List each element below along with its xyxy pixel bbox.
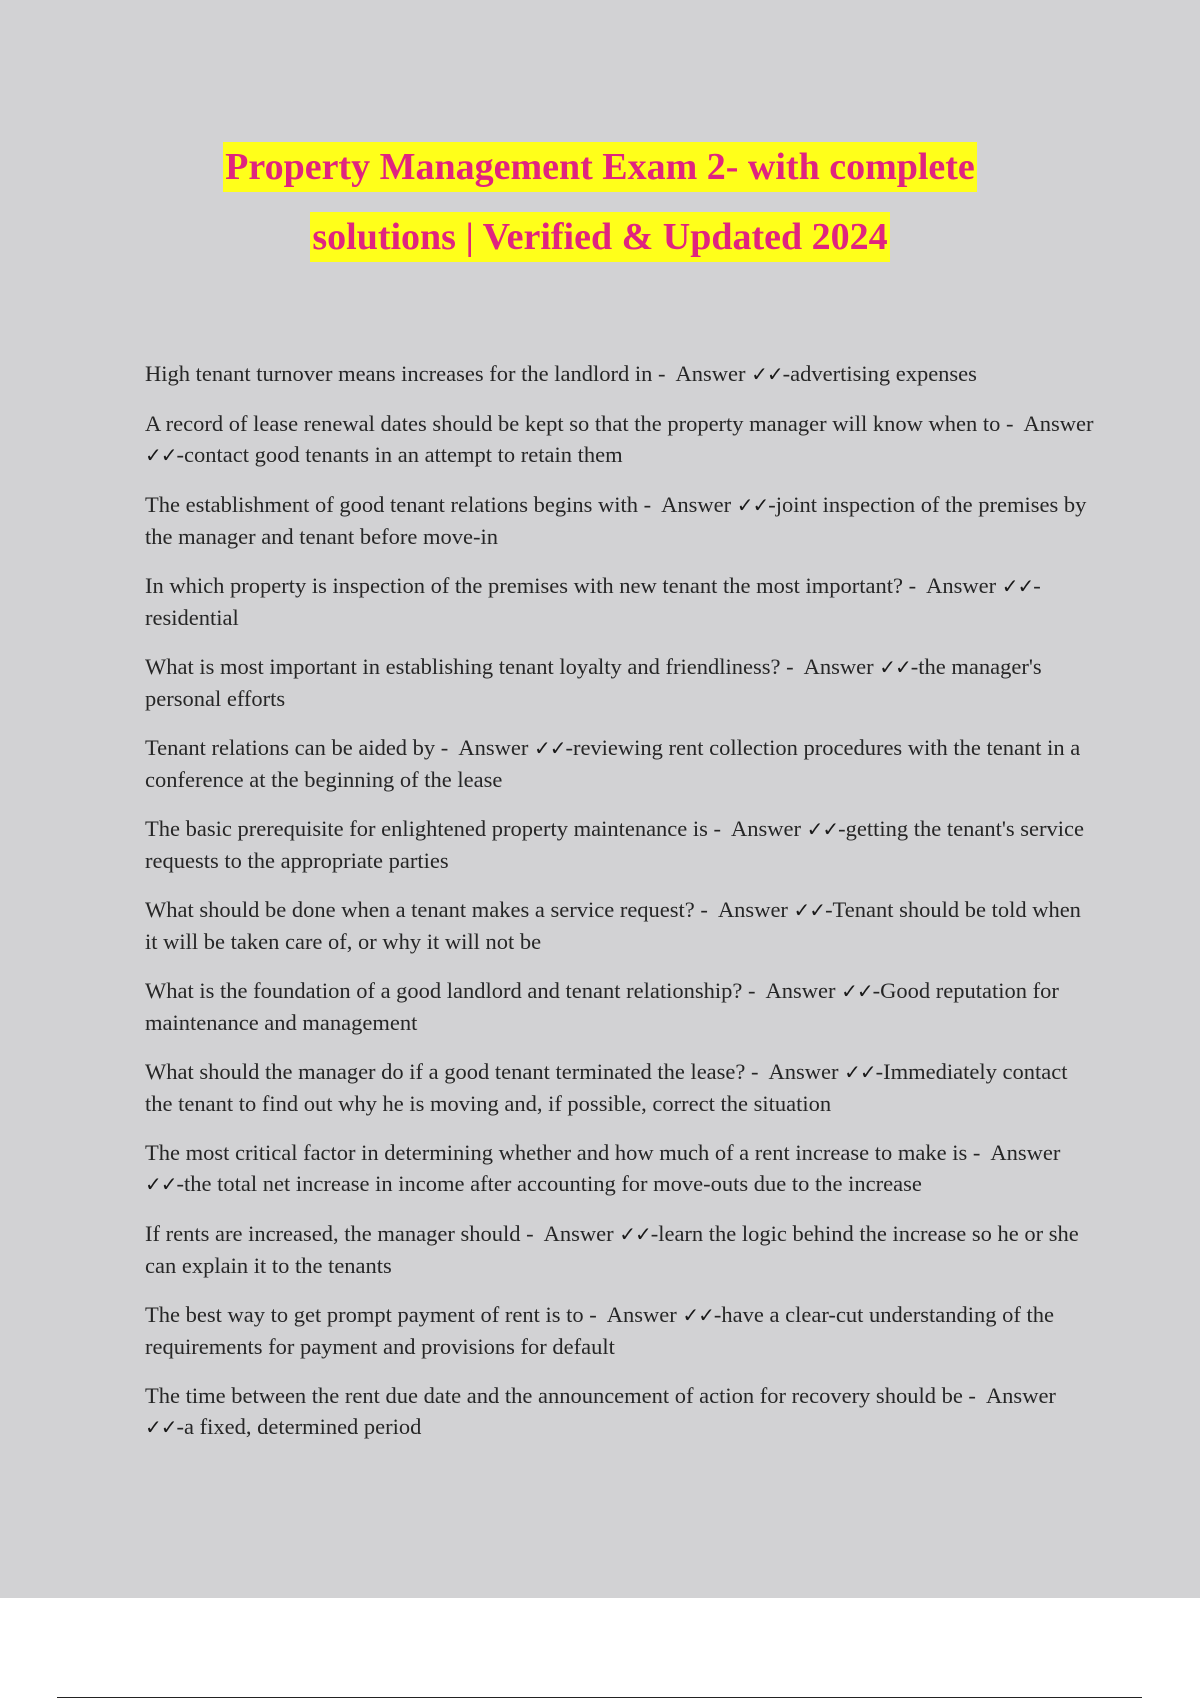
- question-text: The establishment of good tenant relations begins with -: [145, 492, 652, 517]
- double-check-icon: ✓✓: [879, 655, 911, 679]
- page-title: [0, 142, 1200, 262]
- title-line-2: solutions | Verified & Updated 2024: [310, 212, 889, 262]
- answer-text: -the manager's personal efforts: [145, 654, 1042, 711]
- question-text: A record of lease renewal dates should be kept so that the property manager will know when to -: [145, 411, 1014, 436]
- question-text: In which property is inspection of the premises with new tenant the most important? -: [145, 573, 917, 598]
- question-text: What should the manager do if a good tenant terminated the lease? -: [145, 1059, 759, 1084]
- answer-text: -getting the tenant's service requests to the appropriate parties: [145, 816, 1085, 873]
- qa-item: [145, 1299, 1095, 1362]
- question-text: The basic prerequisite for enlightened property maintenance is -: [145, 816, 722, 841]
- answer-label: Answer: [731, 816, 802, 841]
- double-check-icon: ✓✓: [844, 1060, 876, 1084]
- question-text: What is most important in establishing tenant loyalty and friendliness? -: [145, 654, 794, 679]
- qa-item: [145, 894, 1095, 957]
- answer-label: Answer: [765, 978, 836, 1003]
- double-check-icon: ✓✓: [736, 493, 769, 517]
- double-check-icon: ✓✓: [1001, 574, 1034, 598]
- answer-label: Answer: [985, 1383, 1056, 1408]
- qa-item: [145, 358, 1095, 390]
- question-text: The time between the rent due date and the announcement of action for recovery should be -: [145, 1383, 976, 1408]
- qa-item: [145, 813, 1095, 876]
- answer-label: Answer: [458, 735, 529, 760]
- answer-label: Answer: [1023, 411, 1094, 436]
- qa-item: [145, 1056, 1095, 1119]
- question-text: What is the foundation of a good landlord and tenant relationship? -: [145, 978, 756, 1003]
- answer-label: Answer: [675, 361, 746, 386]
- qa-item: [145, 408, 1095, 471]
- question-text: What should be done when a tenant makes a service request? -: [145, 897, 708, 922]
- qa-item: [145, 1137, 1095, 1200]
- qa-item: [145, 489, 1095, 552]
- answer-text: -Immediately contact the tenant to find out why he is moving and, if possible, correct the situation: [145, 1059, 1068, 1116]
- double-check-icon: ✓✓: [533, 736, 566, 760]
- title-line-1: Property Management Exam 2- with complete: [223, 142, 977, 192]
- qa-item: [145, 651, 1095, 714]
- double-check-icon: ✓✓: [841, 979, 873, 1003]
- answer-text: -advertising expenses: [782, 361, 977, 386]
- answer-label: Answer: [717, 897, 788, 922]
- double-check-icon: ✓✓: [751, 362, 783, 386]
- qa-item: [145, 1218, 1095, 1281]
- answer-text: -the total net increase in income after accounting for move-outs due to the increase: [176, 1171, 922, 1196]
- double-check-icon: ✓✓: [619, 1222, 651, 1246]
- answer-label: Answer: [661, 492, 732, 517]
- double-check-icon: ✓✓: [793, 898, 826, 922]
- question-text: The most critical factor in determining whether and how much of a rent increase to make is -: [145, 1140, 981, 1165]
- question-text: The best way to get prompt payment of rent is to -: [145, 1302, 597, 1327]
- answer-label: Answer: [926, 573, 997, 598]
- qa-list: [145, 358, 1095, 1461]
- answer-text: -learn the logic behind the increase so he or she can explain it to the tenants: [145, 1221, 1079, 1278]
- footer-divider: [57, 1697, 1142, 1698]
- answer-text: -have a clear-cut understanding of the requirements for payment and provisions for default: [145, 1302, 1054, 1359]
- answer-text: -reviewing rent collection procedures with the tenant in a conference at the beginning of the lease: [145, 735, 1081, 792]
- answer-label: Answer: [543, 1221, 614, 1246]
- answer-text: -contact good tenants in an attempt to retain them: [176, 442, 623, 467]
- double-check-icon: ✓✓: [145, 1415, 177, 1439]
- answer-text: -residential: [145, 573, 1041, 630]
- answer-text: -a fixed, determined period: [176, 1414, 422, 1439]
- answer-label: Answer: [606, 1302, 677, 1327]
- answer-label: Answer: [768, 1059, 839, 1084]
- answer-label: Answer: [803, 654, 874, 679]
- question-text: If rents are increased, the manager should -: [145, 1221, 534, 1246]
- qa-item: [145, 570, 1095, 633]
- double-check-icon: ✓✓: [806, 817, 839, 841]
- double-check-icon: ✓✓: [145, 443, 177, 467]
- qa-item: [145, 975, 1095, 1038]
- double-check-icon: ✓✓: [145, 1172, 177, 1196]
- answer-label: Answer: [990, 1140, 1061, 1165]
- answer-text: -Good reputation for maintenance and management: [145, 978, 1059, 1035]
- question-text: High tenant turnover means increases for the landlord in -: [145, 361, 666, 386]
- answer-text: -Tenant should be told when it will be taken care of, or why it will not be: [145, 897, 1081, 954]
- double-check-icon: ✓✓: [682, 1303, 714, 1327]
- qa-item: [145, 1380, 1095, 1443]
- answer-text: -joint inspection of the premises by the manager and tenant before move-in: [145, 492, 1087, 549]
- qa-item: [145, 732, 1095, 795]
- question-text: Tenant relations can be aided by -: [145, 735, 449, 760]
